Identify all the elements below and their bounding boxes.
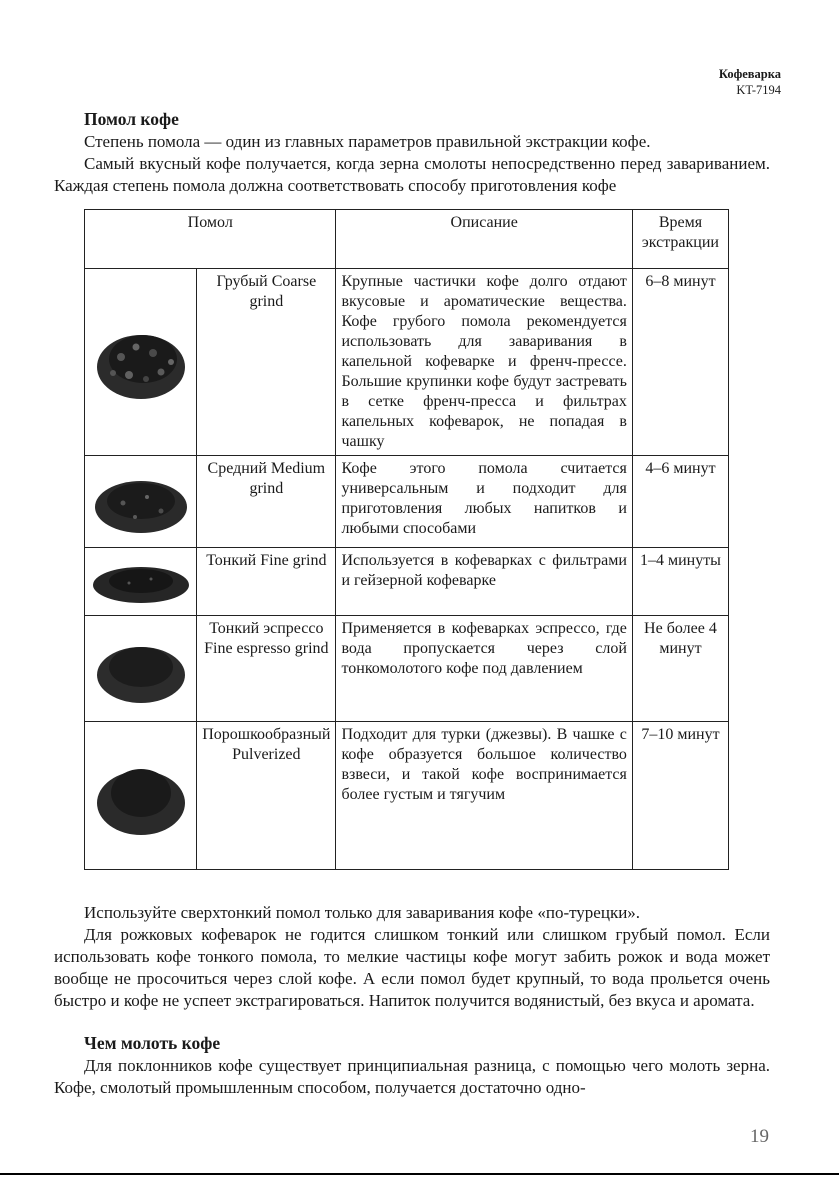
grind-description: Кофе этого помола считается универсальным и подходит для приготовления любых напитков и любыми способами	[336, 456, 632, 548]
paragraph: Степень помола — один из главных параметров правильной экстракции кофе.	[84, 132, 651, 151]
grind-name: Порошкообразный Pulverized	[197, 722, 336, 870]
table-row	[85, 722, 729, 870]
grind-table	[84, 209, 729, 870]
header-brand: Кофеварка	[718, 67, 781, 81]
table-header-row	[85, 210, 729, 269]
page-header	[719, 66, 781, 98]
header-description: Описание	[336, 210, 632, 269]
fine-coffee-icon	[89, 557, 193, 607]
header-time: Время экстракции	[632, 210, 728, 269]
grind-description: Используется в кофеварках с фильтрами и гейзерной кофеварке	[336, 548, 632, 616]
page-number: 19	[750, 1126, 769, 1147]
table-row	[85, 616, 729, 722]
paragraph: Самый вкусный кофе получается, когда зерна смолоты непосредственно перед завариванием. Каждая степень помола должна соответствовать способу приготовления кофе	[54, 154, 770, 195]
section-title: Чем молоть кофе	[84, 1033, 221, 1053]
pulverized-coffee-image	[85, 722, 197, 870]
paragraph: Для поклонников кофе существует принципиальная разница, с помощью чего молоть зерна. Кофе, смолотый промышленным способом, получается достаточно одно-	[54, 1056, 770, 1097]
table-row	[85, 456, 729, 548]
grind-description: Крупные частички кофе долго отдают вкусовые и ароматические вещества. Кофе грубого помола рекомендуется использовать для заваривания в капельной кофеварке и френч-прессе. Большие крупинки кофе будут застревать в сетке френч-пресса и фильтрах капельных кофеварок, не попадая в чашку	[336, 269, 632, 456]
grind-time: Не более 4 минут	[632, 616, 728, 722]
paragraph: Для рожковых кофеварок не годится слишком тонкий или слишком грубый помол. Если использовать кофе тонкого помола, то мелкие частицы кофе могут забить рожок и вода может вообще не просочиться через слой кофе. А если помол будет крупный, то вода прольется очень быстро и кофе не успеет экстрагироваться. Напиток получится водянистый, без вкуса и аромата.	[54, 925, 770, 1010]
grind-name: Грубый Coarse grind	[197, 269, 336, 456]
coarse-coffee-icon	[91, 317, 191, 407]
header-model: KT-7194	[736, 83, 781, 97]
section-2	[54, 1032, 770, 1099]
page-bottom-divider	[0, 1173, 839, 1175]
section-title: Помол кофе	[84, 109, 179, 129]
pulverized-coffee-icon	[91, 751, 191, 841]
grind-name: Средний Medium grind	[197, 456, 336, 548]
espresso-coffee-icon	[91, 629, 191, 709]
coarse-coffee-image	[85, 269, 197, 456]
medium-coffee-image	[85, 456, 197, 548]
medium-coffee-icon	[91, 467, 191, 537]
grind-time: 7–10 минут	[632, 722, 728, 870]
grind-description: Применяется в кофеварках эспрессо, где вода пропускается через слой тонкомолотого кофе под давлением	[336, 616, 632, 722]
grind-time: 4–6 минут	[632, 456, 728, 548]
grind-time: 1–4 минуты	[632, 548, 728, 616]
table-row	[85, 548, 729, 616]
page-content	[54, 108, 770, 1099]
grind-name: Тонкий эспрессо Fine espresso grind	[197, 616, 336, 722]
header-grind: Помол	[85, 210, 336, 269]
grind-name: Тонкий Fine grind	[197, 548, 336, 616]
paragraph: Используйте сверхтонкий помол только для заваривания кофе «по-турецки».	[84, 903, 641, 922]
grind-time: 6–8 минут	[632, 269, 728, 456]
fine-coffee-image	[85, 548, 197, 616]
grind-description: Подходит для турки (джезвы). В чашке с кофе образуется большое количество взвеси, и такой кофе воспринимается более густым и тягучим	[336, 722, 632, 870]
after-table-text	[54, 902, 770, 1012]
table-row	[85, 269, 729, 456]
espresso-coffee-image	[85, 616, 197, 722]
